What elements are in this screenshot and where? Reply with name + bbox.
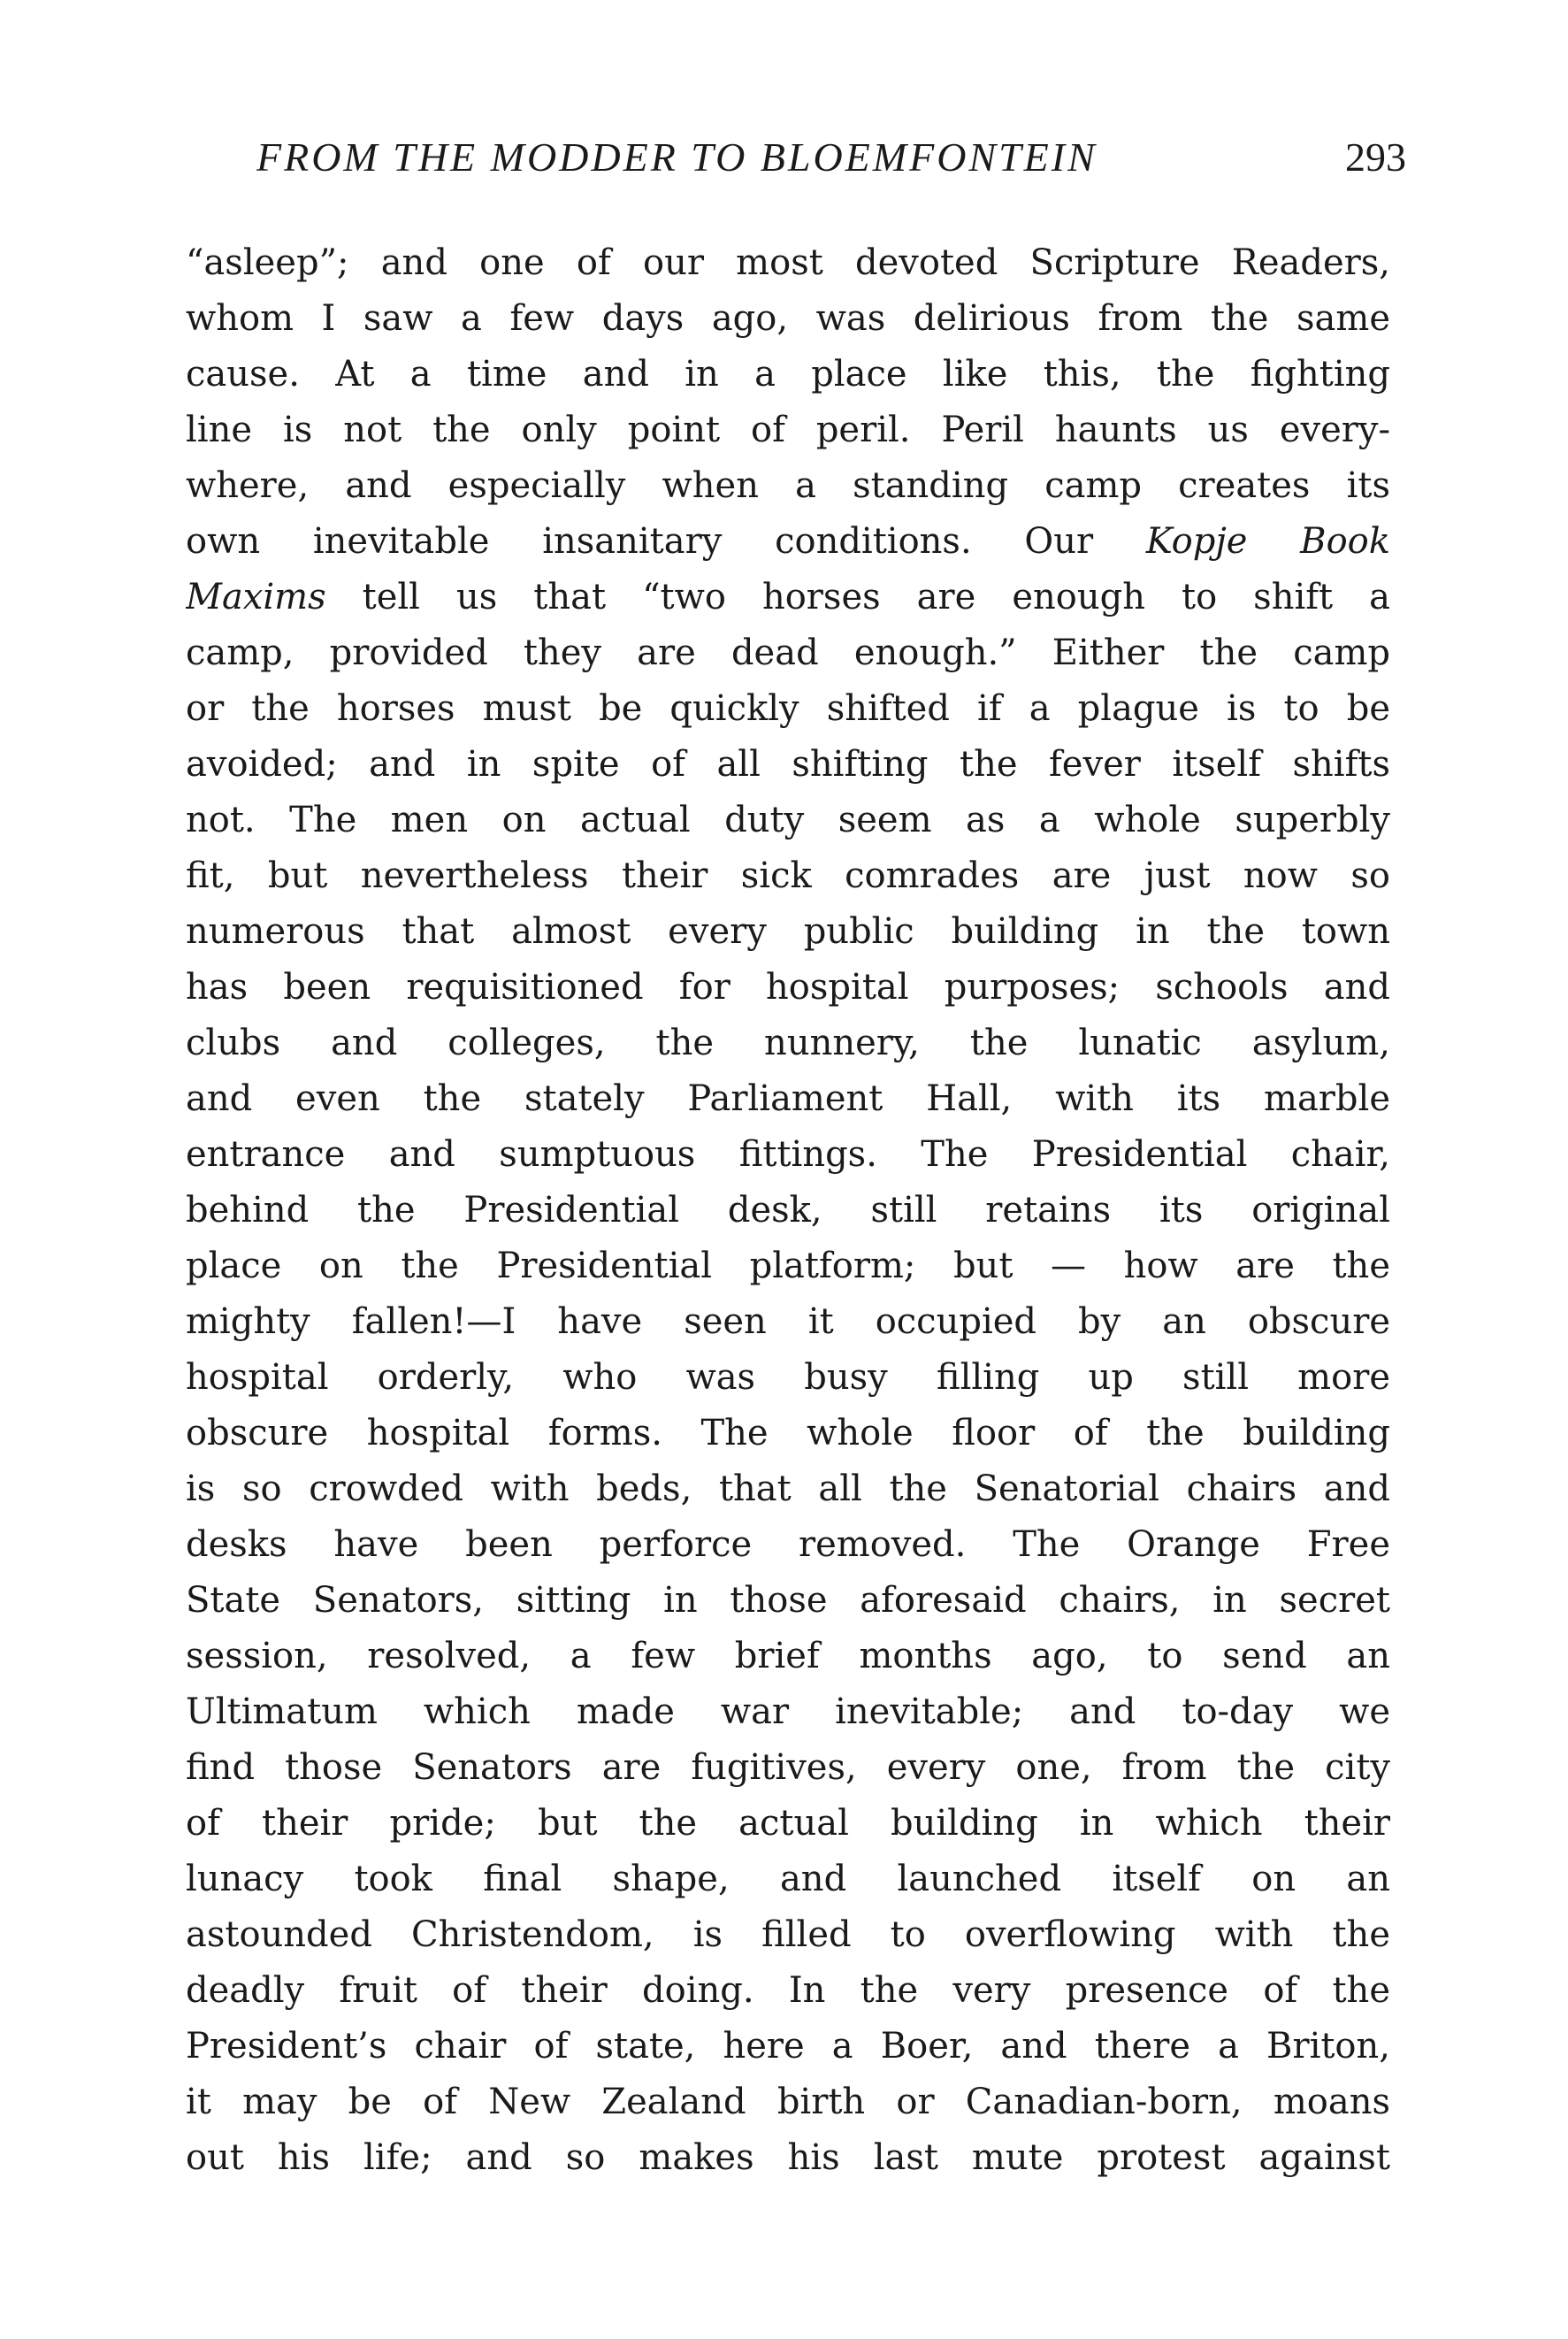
text-line: it may be of New Zealand birth or Canadian-born, moans [186, 2082, 1390, 2122]
text-line: astounded Christendom, is filled to overflowing with the [186, 1914, 1390, 1955]
text-line: desks have been perforce removed. The Orange Free [186, 1524, 1390, 1565]
text-line: avoided; and in spite of all shifting the fever itself shifts [186, 744, 1390, 785]
text-segment: tell us that “two horses are enough to shift a [325, 577, 1390, 617]
text-line: mighty fallen!—I have seen it occupied by an obscure [186, 1301, 1390, 1342]
text-line: has been requisitioned for hospital purposes; schools and [186, 967, 1390, 1008]
text-line: “asleep”; and one of our most devoted Scripture Readers, [186, 242, 1390, 283]
text-line: deadly fruit of their doing. In the very presence of the [186, 1970, 1390, 2011]
text-line: camp, provided they are dead enough.” Either the camp [186, 633, 1390, 673]
text-line: hospital orderly, who was busy filling up still more [186, 1357, 1390, 1398]
text-line: and even the stately Parliament Hall, with its marble [186, 1078, 1390, 1119]
text-line: numerous that almost every public building in the town [186, 911, 1390, 952]
text-line: whom I saw a few days ago, was delirious from the same [186, 298, 1390, 339]
text-line [186, 570, 1390, 625]
text-line: lunacy took final shape, and launched itself on an [186, 1859, 1390, 1899]
text-line [186, 514, 1390, 570]
text-line: or the horses must be quickly shifted if a plague is to be [186, 688, 1390, 729]
text-line: is so crowded with beds, that all the Senatorial chairs and [186, 1469, 1390, 1509]
text-segment: own inevitable insanitary conditions. Our [186, 521, 1146, 562]
text-line: entrance and sumptuous fittings. The Presidential chair, [186, 1134, 1390, 1175]
text-line: place on the Presidential platform; but — how are the [186, 1246, 1390, 1286]
text-line: fit, but nevertheless their sick comrades are just now so [186, 855, 1390, 896]
text-line: line is not the only point of peril. Peril haunts us every- [186, 410, 1390, 450]
text-line: not. The men on actual duty seem as a whole superbly [186, 800, 1390, 840]
text-line: clubs and colleges, the nunnery, the lunatic asylum, [186, 1023, 1390, 1063]
running-title: FROM THE MODDER TO BLOEMFONTEIN [256, 134, 1098, 180]
text-line: find those Senators are fugitives, every one, from the city [186, 1747, 1390, 1788]
text-line: where, and especially when a standing camp creates its [186, 465, 1390, 506]
italic-title: Kopje Book [1145, 521, 1390, 562]
text-line: session, resolved, a few brief months ago, to send an [186, 1636, 1390, 1676]
text-line: out his life; and so makes his last mute protest against [186, 2137, 1390, 2178]
text-line: obscure hospital forms. The whole floor of the building [186, 1413, 1390, 1453]
page-number: 293 [1345, 134, 1406, 180]
text-line: Ultimatum which made war inevitable; and to-day we [186, 1691, 1390, 1732]
text-line: behind the Presidential desk, still retains its original [186, 1190, 1390, 1231]
body-text [186, 235, 1390, 2186]
text-line: cause. At a time and in a place like this, the fighting [186, 354, 1390, 395]
italic-title: Maxims [186, 577, 326, 617]
text-line: President’s chair of state, here a Boer, and there a Briton, [186, 2026, 1390, 2067]
text-line: of their pride; but the actual building in which their [186, 1803, 1390, 1844]
running-head [186, 131, 1406, 184]
text-line: State Senators, sitting in those aforesaid chairs, in secret [186, 1580, 1390, 1621]
